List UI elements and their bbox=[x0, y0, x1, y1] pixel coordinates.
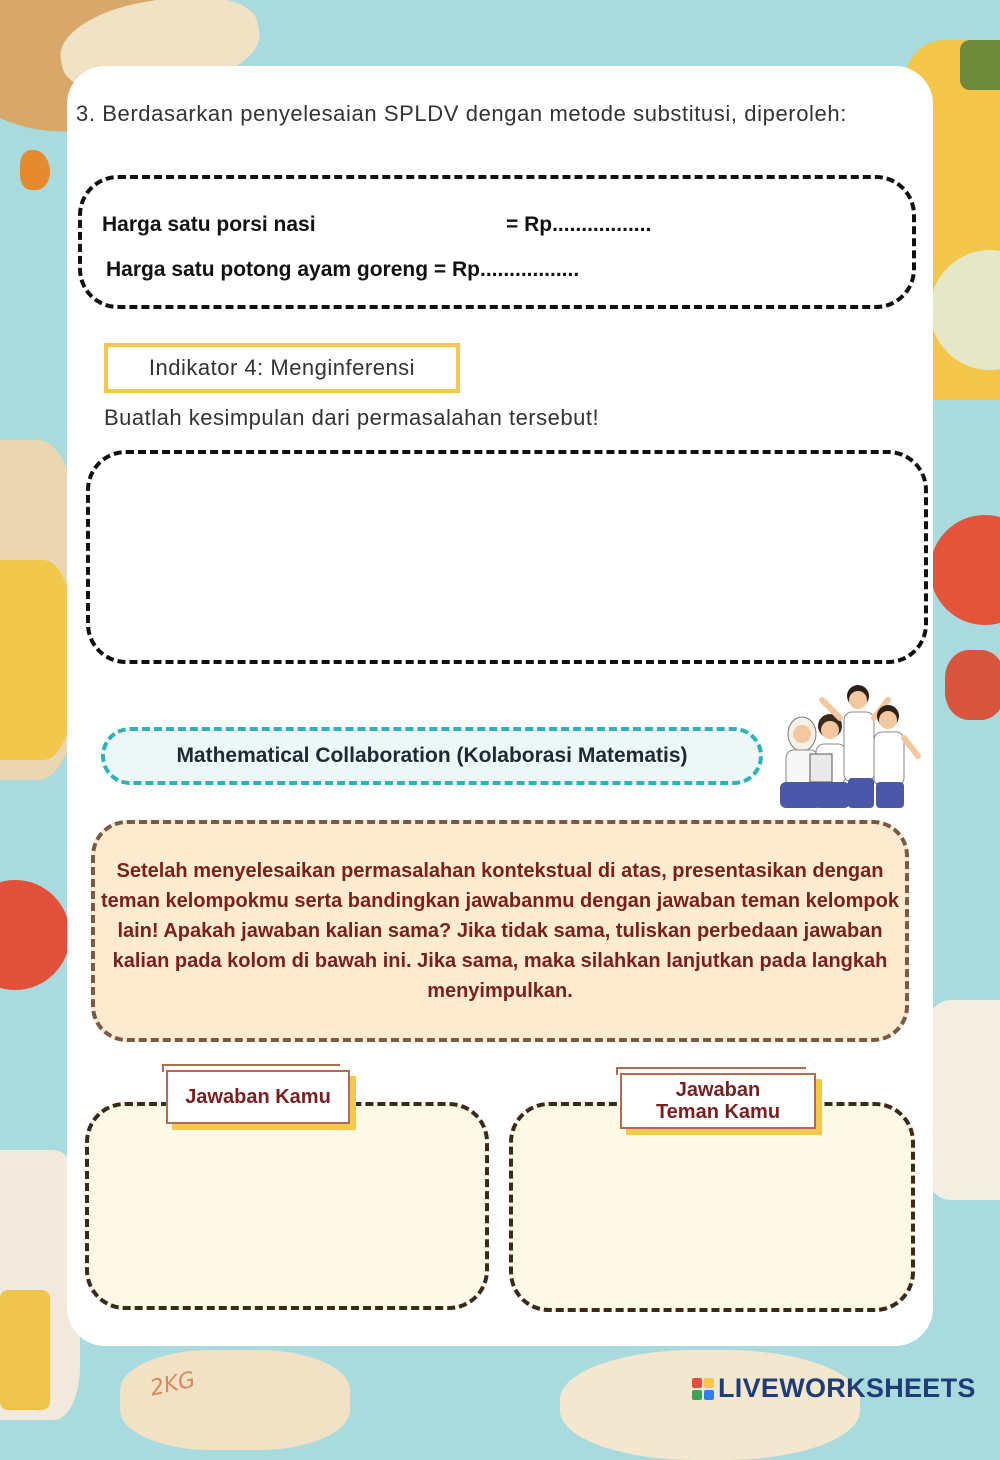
answer-line-rice bbox=[102, 213, 652, 237]
chips-decoration bbox=[20, 150, 50, 190]
sugar-box-decoration bbox=[0, 1290, 50, 1410]
question-3-text: 3. Berdasarkan penyelesaian SPLDV dengan metode substitusi, diperoleh: bbox=[76, 101, 847, 126]
answer-line-chicken bbox=[106, 258, 579, 282]
students-illustration bbox=[770, 682, 922, 812]
rice-bag-decoration bbox=[0, 560, 70, 760]
collaboration-instruction: Setelah menyelesaikan permasalahan kontekstual di atas, presentasikan dengan teman kelompokmu serta bandingkan jawabanmu dengan jawaban teman kelompok lain! Apakah jawaban kalian sama? Jika tidak sama, tuliskan perbedaan jawaban kalian pada kolom di bawah ini. Jika sama, maka silahkan lanjutkan pada langkah menyimpulkan. bbox=[91, 820, 909, 1042]
tomato-decoration bbox=[945, 650, 1000, 720]
friend-answer-tag-text: Jawaban Teman Kamu bbox=[655, 1079, 781, 1123]
friend-answer-box[interactable] bbox=[509, 1102, 915, 1312]
friend-answer-tag bbox=[620, 1073, 816, 1129]
bag-weight-label: 2KG bbox=[147, 1367, 198, 1402]
liveworksheets-icon bbox=[692, 1378, 714, 1400]
your-answer-tag: Jawaban Kamu bbox=[166, 1070, 350, 1124]
collaboration-title: Mathematical Collaboration (Kolaborasi Matematis) bbox=[101, 727, 763, 785]
answer-blank[interactable]: = Rp................. bbox=[506, 213, 652, 236]
liveworksheets-logo[interactable] bbox=[692, 1373, 976, 1404]
tomato-decoration bbox=[0, 880, 70, 990]
tomato-decoration bbox=[930, 515, 1000, 625]
brand-name: LIVEWORKSHEETS bbox=[718, 1373, 976, 1403]
answer-blank[interactable]: = Rp................. bbox=[433, 258, 580, 281]
conclusion-answer-box[interactable] bbox=[86, 450, 928, 664]
instruction-text: Buatlah kesimpulan dari permasalahan tersebut! bbox=[104, 405, 600, 430]
answer-box-prices[interactable] bbox=[78, 175, 916, 309]
bread-decoration bbox=[560, 1350, 860, 1460]
your-answer-box[interactable] bbox=[85, 1102, 489, 1310]
indicator-label: Indikator 4: Menginferensi bbox=[104, 343, 460, 393]
answer-label: Harga satu potong ayam goreng bbox=[106, 258, 429, 281]
answer-label: Harga satu porsi nasi bbox=[102, 213, 316, 236]
oil-bottle-cap-decoration bbox=[960, 40, 1000, 90]
